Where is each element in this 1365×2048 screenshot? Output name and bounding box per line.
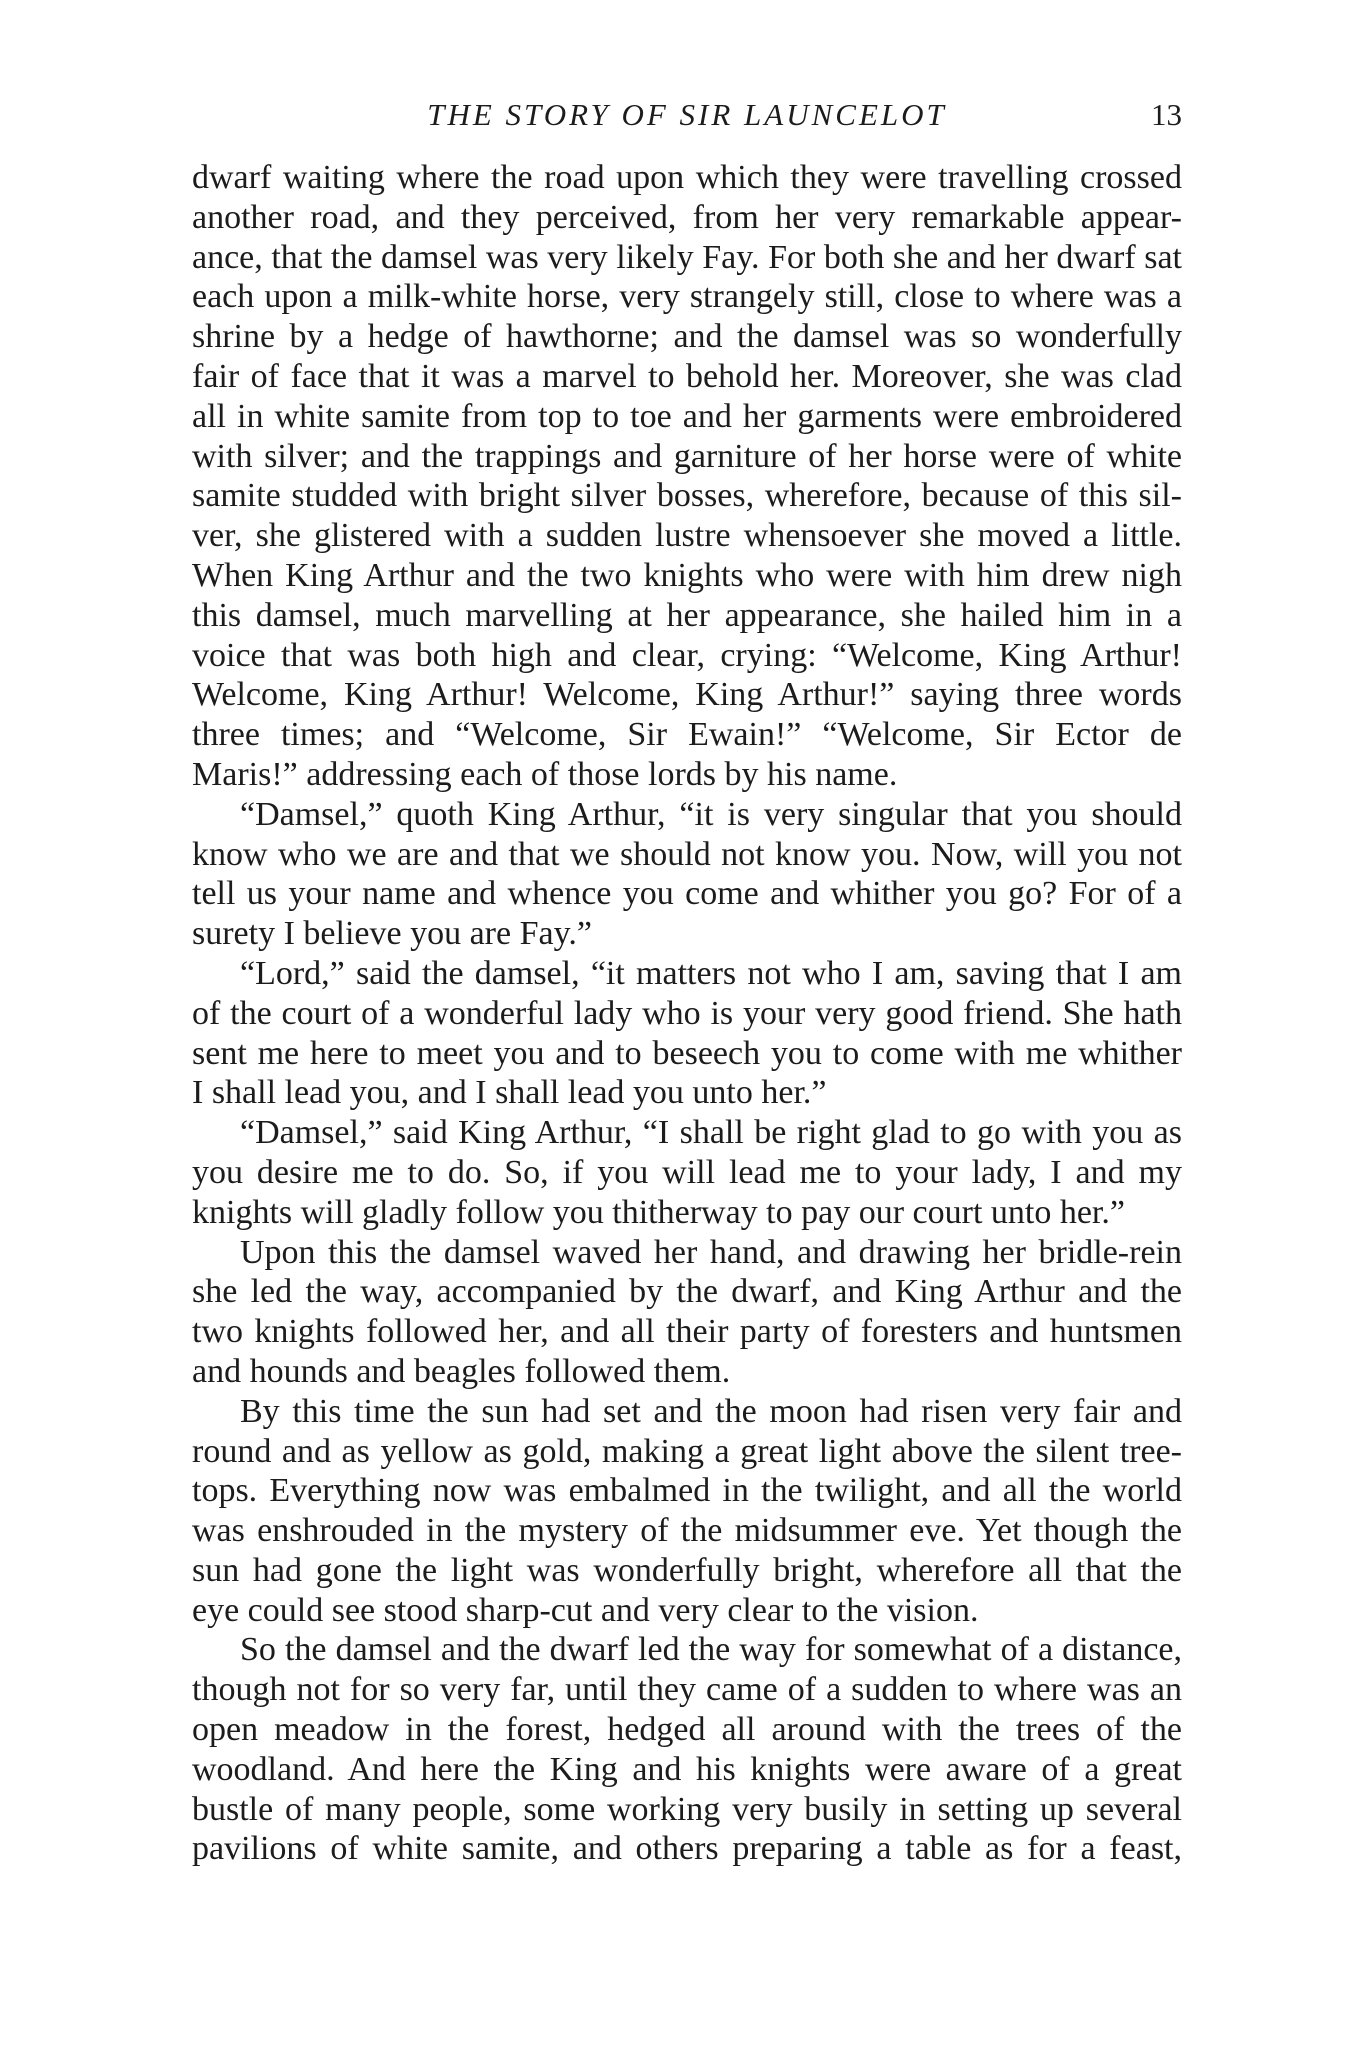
text-line: knights will gladly follow you thitherway to pay our court unto her.” [192,1193,1125,1231]
text-line: sun had gone the light was wonderfully bright, wherefore all that the [192,1551,1182,1589]
text-line: tops. Everything now was embalmed in the twilight, and all the world [192,1472,1182,1510]
text-line: woodland. And here the King and his knights were aware of a great [192,1750,1182,1788]
text-line: another road, and they perceived, from her very remarkable appear- [192,198,1182,236]
text-line: I shall lead you, and I shall lead you unto her.” [192,1074,827,1112]
text-line: she led the way, accompanied by the dwarf, and King Arthur and the [192,1273,1182,1311]
text-line: tell us your name and whence you come and whither you go? For of a [192,875,1182,913]
text-line: ver, she glistered with a sudden lustre whensoever she moved a little. [192,517,1182,555]
text-line: with silver; and the trappings and garniture of her horse were of white [192,437,1182,475]
text-line: “Lord,” said the damsel, “it matters not who I am, saving that I am [240,954,1182,992]
text-line: When King Arthur and the two knights who were with him drew nigh [192,556,1182,594]
text-line: this damsel, much marvelling at her appearance, she hailed him in a [192,596,1182,634]
body-text [192,158,1182,1869]
text-line: ance, that the damsel was very likely Fay. For both she and her dwarf sat [192,238,1182,276]
running-head [192,92,1182,138]
text-line: sent me here to meet you and to beseech you to come with me whither [192,1034,1182,1072]
text-line: shrine by a hedge of hawthorne; and the damsel was so wonderfully [192,318,1182,356]
text-line: know who we are and that we should not know you. Now, will you not [192,835,1182,873]
text-line: eye could see stood sharp-cut and very clear to the vision. [192,1591,979,1629]
text-line: dwarf waiting where the road upon which they were travelling crossed [192,159,1182,196]
text-line: bustle of many people, some working very busily in setting up several [192,1790,1182,1828]
text-line: samite studded with bright silver bosses, wherefore, because of this sil- [192,477,1182,515]
text-line: three times; and “Welcome, Sir Ewain!” “Welcome, Sir Ector de [192,716,1182,754]
text-line: each upon a milk-white horse, very strangely still, close to where was a [192,278,1182,316]
text-line: of the court of a wonderful lady who is your very good friend. She hath [192,994,1182,1032]
text-line: By this time the sun had set and the moon had risen very fair and [240,1392,1182,1430]
text-line: Upon this the damsel waved her hand, and drawing her bridle-rein [240,1233,1182,1271]
text-line: Welcome, King Arthur! Welcome, King Arthur!” saying three words [192,676,1182,714]
text-line: So the damsel and the dwarf led the way for somewhat of a distance, [240,1631,1182,1669]
text-line: open meadow in the forest, hedged all around with the trees of the [192,1711,1182,1749]
text-line: “Damsel,” quoth King Arthur, “it is very singular that you should [240,795,1182,833]
text-line: pavilions of white samite, and others preparing a table as for a feast, [192,1830,1182,1868]
text-line: “Damsel,” said King Arthur, “I shall be right glad to go with you as [240,1114,1182,1152]
page-number: 13 [1151,97,1182,132]
text-line: though not for so very far, until they came of a sudden to where was an [192,1671,1182,1709]
text-line: you desire me to do. So, if you will lead me to your lady, I and my [192,1153,1182,1191]
text-line: all in white samite from top to toe and her garments were embroidered [192,397,1182,435]
text-line: surety I believe you are Fay.” [192,915,592,953]
text-line: voice that was both high and clear, crying: “Welcome, King Arthur! [192,636,1182,674]
text-line: and hounds and beagles followed them. [192,1352,731,1390]
text-line: round and as yellow as gold, making a great light above the silent tree- [192,1432,1182,1470]
text-line: two knights followed her, and all their party of foresters and huntsmen [192,1313,1182,1351]
text-line: fair of face that it was a marvel to behold her. Moreover, she was clad [192,357,1182,395]
running-head-title: THE STORY OF SIR LAUNCELOT [427,97,947,132]
text-line: Maris!” addressing each of those lords by his name. [192,755,898,793]
text-line: was enshrouded in the mystery of the midsummer eve. Yet though the [192,1512,1182,1550]
